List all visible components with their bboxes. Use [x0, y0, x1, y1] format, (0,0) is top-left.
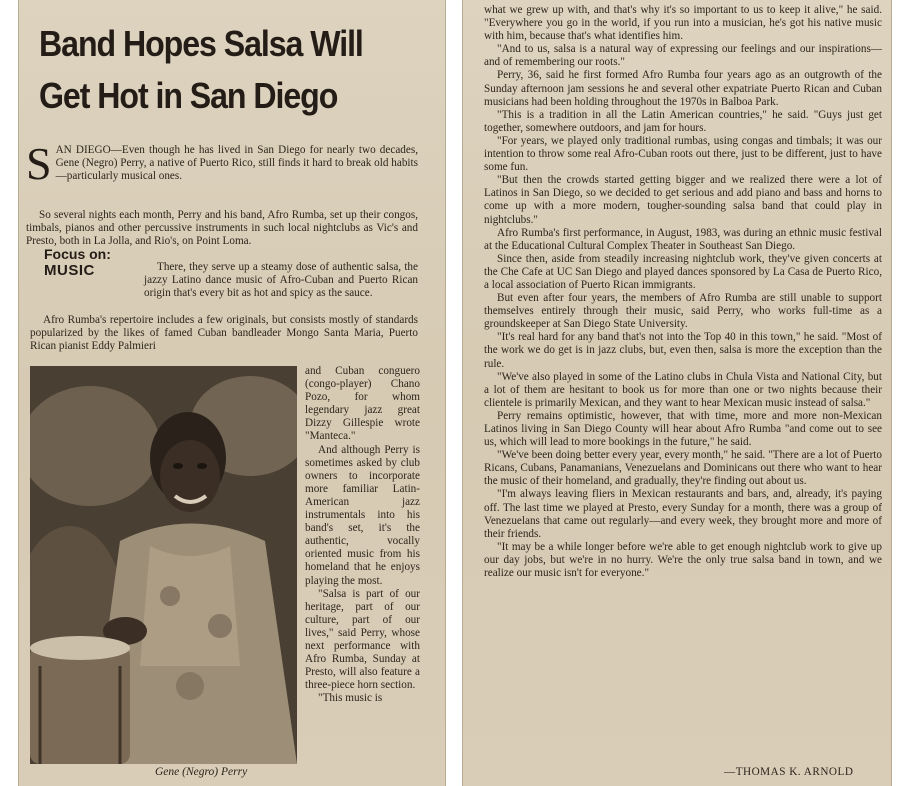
- right-paragraph-3: Perry, 36, said he first formed Afro Rumba four years ago as an outgrowth of the Sunday afternoon jam sessions he and several other expatriate Puerto Rican and Cuban musicians had been holding throughout the 1970s in Balboa Park.: [484, 69, 882, 108]
- right-paragraph-15: "It may be a while longer before we're able to get enough nightclub work to give up our day jobs, but we're in no hurry. We're the only true salsa band in town, and we realize our music isn't for everyone.": [484, 540, 882, 580]
- photo-gene-perry: [30, 366, 297, 764]
- focus-label: Focus on:: [44, 246, 111, 262]
- right-column-text: [484, 4, 882, 580]
- paragraph-4-block: [30, 314, 418, 353]
- headline-line-1: Band Hopes Salsa Will: [39, 23, 363, 64]
- right-paragraph-11: "We've also played in some of the Latino clubs in Chula Vista and National City, but a lot of them are hesitant to book us for more than one or two nights because their clientele is primarily Mexican, and they want to hear Mexican music instead of salsa.": [484, 370, 882, 409]
- right-paragraph-8: Since then, aside from steadily increasing nightclub work, they've given concerts at the Che Cafe at UC San Diego and played dances sponsored by La Casa de Puerto Rico, a local association of Puerto Rican immigrants.: [484, 252, 882, 291]
- intro-text: AN DIEGO—Even though he has lived in San Diego for nearly two decades, Gene (Negro) Perry, a native of Puerto Rico, still finds it hard to break old habits—particularly musical ones.: [55, 144, 418, 183]
- byline: —THOMAS K. ARNOLD: [724, 766, 854, 778]
- right-paragraph-7: Afro Rumba's first performance, in August, 1983, was during an ethnic music festival at the Educational Cultural Complex Theater in Southeast San Diego.: [484, 226, 882, 252]
- photo-illustration: [30, 366, 297, 764]
- second-paragraph-block: [26, 209, 418, 248]
- right-paragraph-12: Perry remains optimistic, however, that with time, more and more non-Mexican Latinos living in San Diego County will hear about Afro Rumba "and come out to see us, which will lead to more bookings in the future," he said.: [484, 409, 882, 449]
- narrow-column: [305, 365, 420, 705]
- paragraph-6: "Salsa is part of our heritage, part of our culture, part of our lives," said Perry, whose next performance with Afro Rumba, Sunday at Presto, will also feature a three-piece horn section.: [305, 587, 420, 692]
- right-paragraph-10: "It's real hard for any band that's not into the Top 40 in this town," he said. "Most of the work we do get is in jazz clubs, but, even then, salsa is more the exception than the rule.: [484, 331, 882, 370]
- headline-line-2: Get Hot in San Diego: [39, 75, 338, 116]
- paragraph-5: And although Perry is sometimes asked by club owners to incorporate more familiar Latin-American jazz instrumentals into his band's set, it's the authentic, vocally oriented music from his homeland that he enjoys playing the most.: [305, 443, 420, 587]
- photo-caption: Gene (Negro) Perry: [155, 766, 248, 778]
- right-paragraph-6: "But then the crowds started getting bigger and we realized there were a lot of Latinos in San Diego, so we decided to get serious and add piano and bass and horns to come up with a more modern, tougher-sounding salsa band that could play in nightclubs.": [484, 174, 882, 226]
- right-paragraph-13: "We've been doing better every year, every month," he said. "There are a lot of Puerto Ricans, Cubans, Panamanians, Venezuelans and Dominicans out there who want to hear the music of their homeland, and gradually, they're finding out about us.: [484, 449, 882, 488]
- paragraph-4: Afro Rumba's repertoire includes a few originals, but consists mostly of standards popularized by the likes of famed Cuban bandleader Mongo Santa Maria, Puerto Rican pianist Eddy Palmieri: [30, 314, 418, 353]
- right-paragraph-5: "For years, we played only traditional rumbas, using congas and timbals; it was our intention to throw some real Afro-Cuban roots out there, just to be different, just to have some fun.: [484, 134, 882, 174]
- paragraph-2: So several nights each month, Perry and his band, Afro Rumba, set up their congos, timbals, pianos and other percussive instruments in such local nightclubs as Vic's and Presto, both in La Jolla, and Rio's, on Point Loma.: [26, 209, 418, 248]
- right-paragraph-9: But even after four years, the members of Afro Rumba are still unable to support themselves entirely through their music, said Perry, who works full-time as a groundskeeper at San Diego State University.: [484, 292, 882, 331]
- right-paragraph-1: what we grew up with, and that's why it's so important to us to keep it alive," he said. "Everywhere you go in the world, if you run into a musician, he's got his native music with him, because that's what identifies him.: [484, 4, 882, 43]
- right-paragraph-4: "This is a tradition in all the Latin American countries," he said. "Guys just get together, somewhere outdoors, and jam for hours.: [484, 108, 882, 134]
- focus-topic: MUSIC: [44, 262, 95, 279]
- paragraph-3: There, they serve up a steamy dose of authentic salsa, the jazzy Latino dance music of Afro-Cuban and Puerto Rican origin that's every bit as hot and spicy as the sauce.: [144, 261, 418, 300]
- intro-paragraph: [26, 138, 418, 189]
- right-paragraph-2: "And to us, salsa is a natural way of expressing our feelings and our inspirations—and of remembering our roots.": [484, 43, 882, 69]
- paragraph-3-head: [144, 261, 418, 300]
- drop-cap: S: [26, 138, 52, 189]
- paragraph-7: "This music is: [318, 692, 383, 705]
- headline: [39, 18, 387, 122]
- focus-box: [44, 246, 140, 280]
- paragraph-4-continued: and Cuban conguero (congo-player) Chano Pozo, for whom legendary jazz great Dizzy Gillespie wrote "Manteca.": [305, 365, 420, 443]
- right-paragraph-14: "I'm always leaving fliers in Mexican restaurants and bars, and, already, it's paying off. The last time we played at Presto, every Sunday for a month, there was a group of Venezuelans that came out regularly—and every week, they brought more and more of their friends.: [484, 488, 882, 540]
